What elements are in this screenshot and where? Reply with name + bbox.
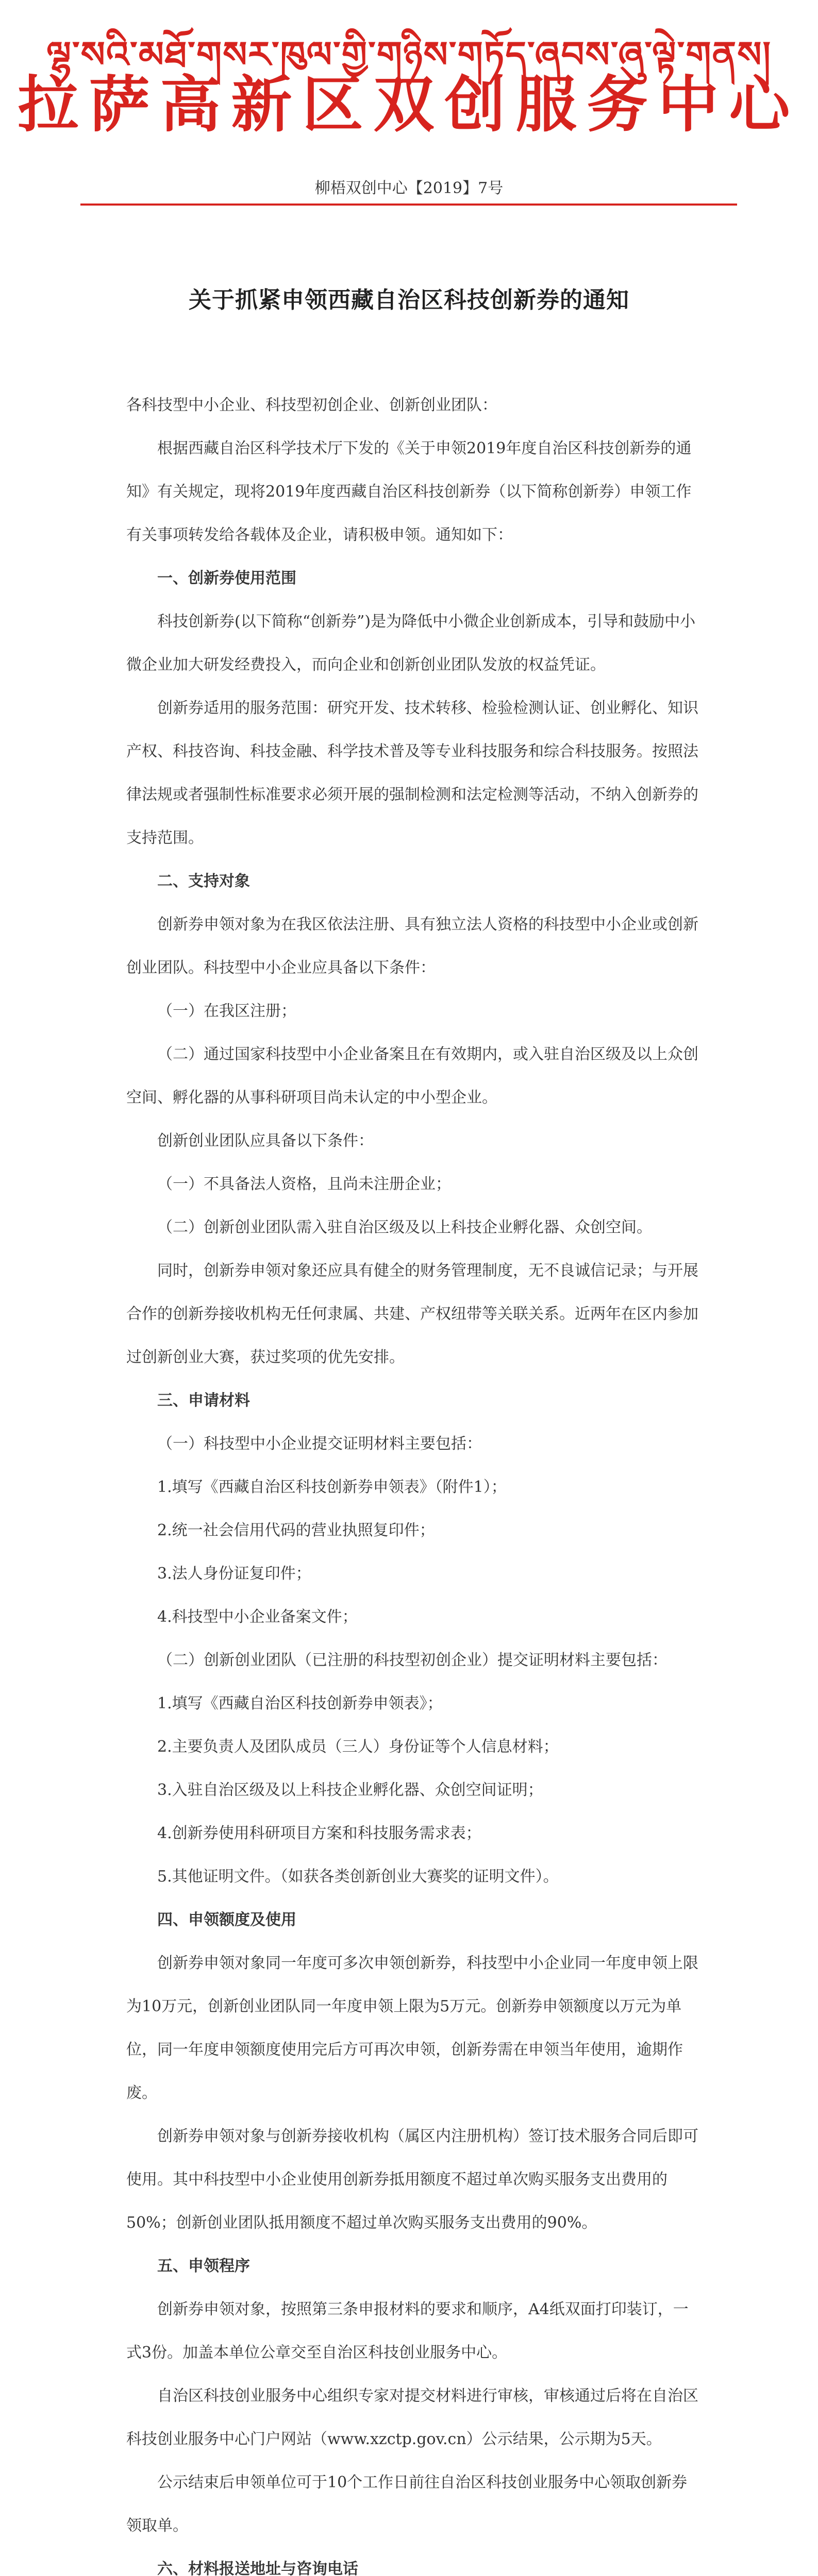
letterhead-org-name: 拉萨高新区双创服务中心 xyxy=(18,69,800,140)
addressee: 各科技型中小企业、科技型初创企业、创新创业团队： xyxy=(126,396,497,414)
letterhead-tibetan: ལྷ་སའི་མཐོ་གསར་ཁུལ་གྱི་གཉིས་གཏོད་ཞབས་ཞུ་ལྟེ་གནས། xyxy=(46,33,772,76)
section-heading-materials: 三、申请材料 xyxy=(157,1392,250,1410)
paragraph: 同时，创新券申领对象还应具有健全的财务管理制度，无不良诚信记录；与开展合作的创新券接收机构无任何隶属、共建、产权纽带等关联关系。近两年在区内参加过创新创业大赛，获过奖项的优先安排。 xyxy=(126,1262,698,1366)
paragraph: 1.填写《西藏自治区科技创新券申领表》； xyxy=(157,1694,443,1713)
intro-paragraph: 根据西藏自治区科学技术厅下发的《关于申领2019年度自治区科技创新券的通知》有关规定，现将2019年度西藏自治区科技创新券（以下简称创新券）申领工作有关事项转发给各载体及企业，请积极申领。通知如下： xyxy=(126,439,692,544)
document-title: 关于抓紧申领西藏自治区科技创新券的通知 xyxy=(189,287,629,313)
paragraph: 2.统一社会信用代码的营业执照复印件； xyxy=(157,1521,435,1539)
paragraph: 创新券申领对象与创新券接收机构（属区内注册机构）签订技术服务合同后即可使用。其中科技型中小企业使用创新券抵用额度不超过单次购买服务支出费用的50%；创新创业团队抵用额度不超过单次购买服务支出费用的90%。 xyxy=(126,2127,698,2232)
paragraph: 创新创业团队应具备以下条件： xyxy=(157,1132,374,1150)
paragraph: 创新券申领对象同一年度可多次申领创新券，科技型中小企业同一年度申领上限为10万元，创新创业团队同一年度申领上限为5万元。创新券申领额度以万元为单位，同一年度申领额度使用完后方可再次申领，创新券需在申领当年使用，逾期作废。 xyxy=(126,1954,698,2102)
section-heading-quota: 四、申领额度及使用 xyxy=(157,1911,296,1929)
document-number: 柳梧双创中心【2019】7号 xyxy=(314,179,504,197)
section-heading-procedure: 五、申领程序 xyxy=(157,2257,250,2275)
paragraph: 创新券申领对象为在我区依法注册、具有独立法人资格的科技型中小企业或创新创业团队。科技型中小企业应具备以下条件： xyxy=(126,916,698,977)
paragraph: 公示结束后申领单位可于10个工作日前往自治区科技创业服务中心领取创新券领取单。 xyxy=(126,2473,688,2535)
paragraph: （二）创新创业团队（已注册的科技型初创企业）提交证明材料主要包括： xyxy=(157,1651,667,1669)
paragraph: 2.主要负责人及团队成员（三人）身份证等个人信息材料； xyxy=(157,1738,559,1756)
paragraph: （一）科技型中小企业提交证明材料主要包括： xyxy=(157,1435,482,1453)
paragraph: 自治区科技创业服务中心组织专家对提交材料进行审核，审核通过后将在自治区科技创业服务中心门户网站（www.xzctp.gov.cn）公示结果，公示期为5天。 xyxy=(126,2387,698,2448)
paragraph: 创新券申领对象，按照第三条申报材料的要求和顺序，A4纸双面打印装订，一式3份。加盖本单位公章交至自治区科技创业服务中心。 xyxy=(126,2300,689,2362)
paragraph: 5.其他证明文件。（如获各类创新创业大赛奖的证明文件）。 xyxy=(157,1868,559,1886)
paragraph: （二）通过国家科技型中小企业备案且在有效期内，或入驻自治区级及以上众创空间、孵化器的从事科研项目尚未认定的中小型企业。 xyxy=(126,1045,698,1107)
paragraph: （一）在我区注册； xyxy=(157,1002,296,1020)
paragraph: 创新券适用的服务范围：研究开发、技术转移、检验检测认证、创业孵化、知识产权、科技咨询、科技金融、科学技术普及等专业科技服务和综合科技服务。按照法律法规或者强制性标准要求必须开展的强制检测和法定检测等活动，不纳入创新券的支持范围。 xyxy=(126,699,698,847)
paragraph: 4.创新券使用科研项目方案和科技服务需求表； xyxy=(157,1824,481,1842)
paragraph: 1.填写《西藏自治区科技创新券申领表》（附件1）； xyxy=(157,1478,507,1496)
paragraph: 科技创新券(以下简称“创新券”)是为降低中小微企业创新成本，引导和鼓励中小微企业加大研发经费投入，而向企业和创新创业团队发放的权益凭证。 xyxy=(126,613,696,674)
letterhead-red-rule xyxy=(80,204,737,206)
section-heading-contact: 六、材料报送地址与咨询电话 xyxy=(157,2560,358,2576)
section-heading-targets: 二、支持对象 xyxy=(157,872,250,890)
paragraph: 4.科技型中小企业备案文件； xyxy=(157,1608,358,1626)
section-heading-scope: 一、创新券使用范围 xyxy=(157,569,296,587)
paragraph: 3.入驻自治区级及以上科技企业孵化器、众创空间证明； xyxy=(157,1781,543,1799)
paragraph: （二）创新创业团队需入驻自治区级及以上科技企业孵化器、众创空间。 xyxy=(157,1218,652,1236)
document-body xyxy=(126,384,700,2576)
paragraph: 3.法人身份证复印件； xyxy=(157,1565,311,1583)
letterhead xyxy=(0,0,818,216)
paragraph: （一）不具备法人资格，且尚未注册企业； xyxy=(157,1175,451,1193)
